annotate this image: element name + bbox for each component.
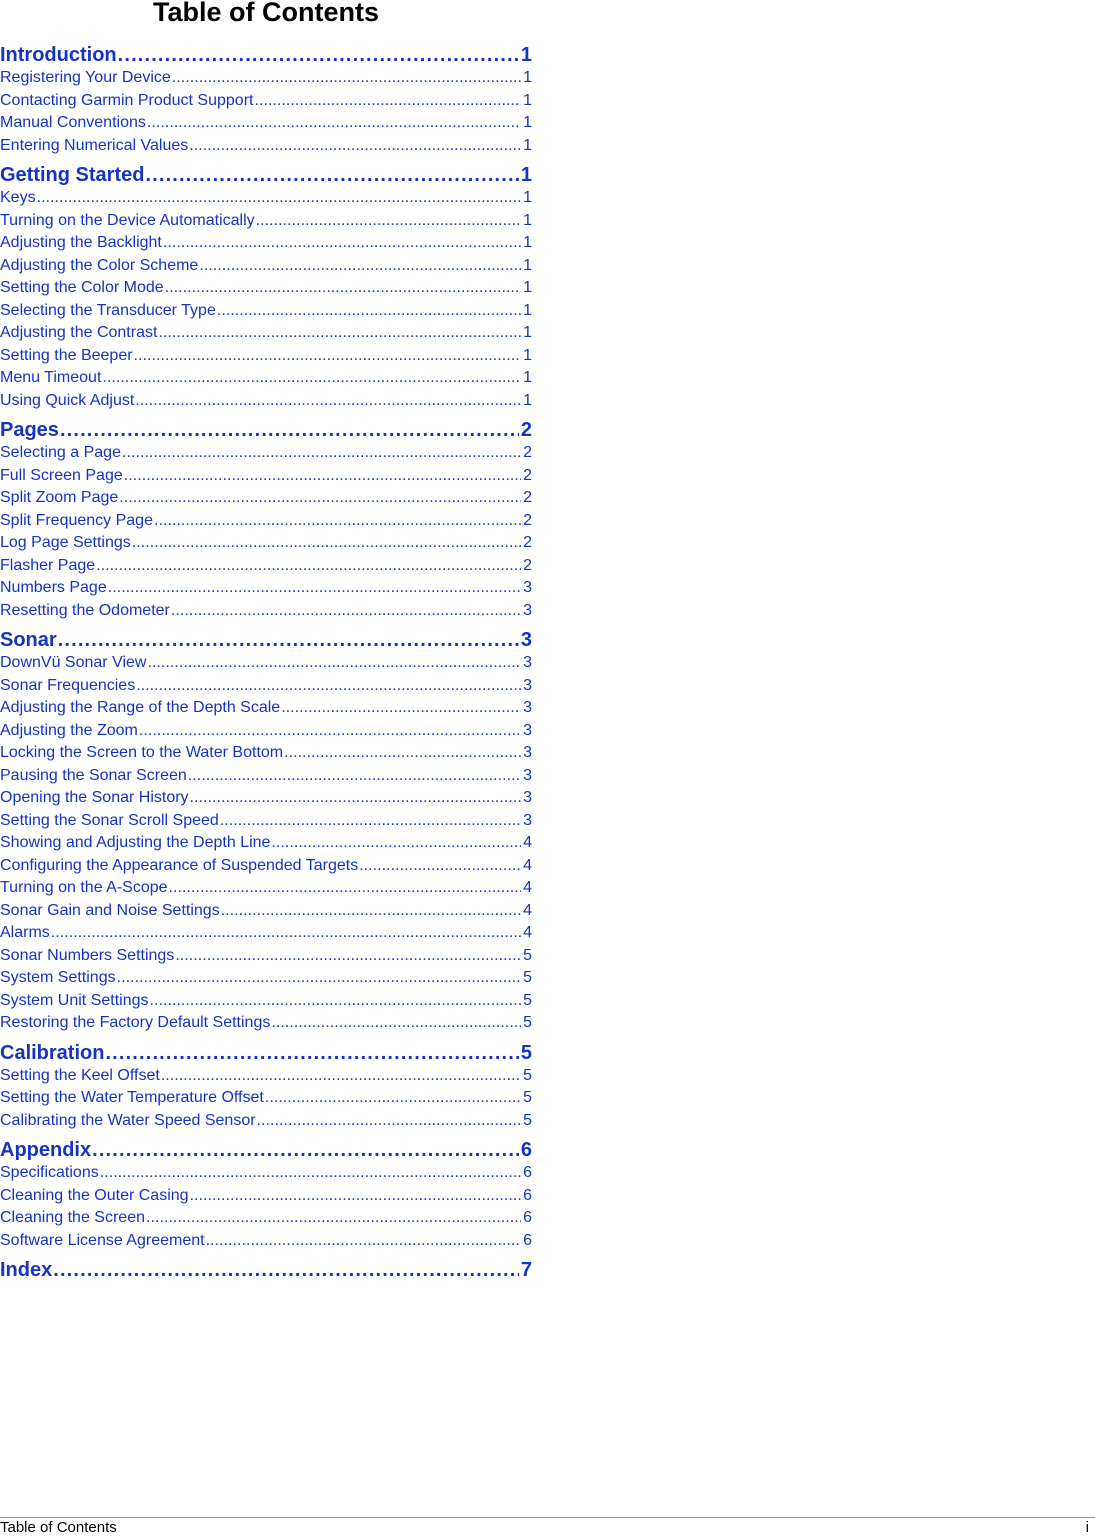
toc-entry-page-number: 1 (523, 324, 532, 341)
toc-entry-link[interactable] (0, 1110, 532, 1133)
toc-entry-link[interactable] (0, 787, 532, 810)
dot-leader (134, 345, 522, 368)
toc-entry-link[interactable] (0, 135, 532, 158)
dot-leader (158, 322, 521, 345)
toc-entry-page-number: 3 (523, 579, 532, 596)
toc-section-link[interactable] (0, 1041, 532, 1065)
toc-entry-label: Cleaning the Screen (0, 1209, 145, 1226)
dot-leader (189, 135, 521, 158)
toc-entry-link[interactable] (0, 510, 532, 533)
toc-entry-page-number: 1 (523, 301, 532, 319)
toc-entry-page-number: 3 (523, 744, 532, 761)
toc-entry-label: Showing and Adjusting the Depth Line (0, 834, 271, 851)
toc-entry-page-number: 5 (520, 1041, 532, 1064)
toc-section-link[interactable] (0, 1138, 532, 1162)
dot-leader (53, 1258, 519, 1282)
toc-entry-label: Adjusting the Backlight (0, 234, 162, 251)
toc-entry-page-number: 3 (520, 629, 532, 651)
toc-entry-link[interactable] (0, 720, 532, 743)
dot-leader (105, 1041, 518, 1065)
toc-entry-label: Adjusting the Zoom (0, 721, 138, 739)
toc-entry-label: Alarms (0, 924, 50, 941)
toc-entry-page-number: 6 (523, 1231, 532, 1249)
toc-entry-link[interactable] (0, 900, 532, 923)
toc-entry-label: Turning on the A-Scope (0, 879, 168, 896)
page-title: Table of Contents (153, 0, 379, 27)
toc-entry-page-number: 2 (523, 556, 532, 574)
table-of-contents (0, 43, 532, 1282)
dot-leader (284, 742, 521, 765)
toc-entry-link[interactable] (0, 255, 532, 278)
dot-leader (139, 720, 521, 743)
toc-entry-link[interactable] (0, 1185, 532, 1208)
dot-leader (37, 187, 522, 210)
toc-entry-page-number: 3 (523, 699, 532, 716)
toc-entry-page-number: 6 (520, 1139, 532, 1161)
toc-entry-label: Setting the Water Temperature Offset (0, 1089, 264, 1106)
toc-entry-label: Adjusting the Range of the Depth Scale (0, 699, 281, 716)
toc-entry-link[interactable] (0, 112, 532, 135)
toc-entry-label: Opening the Sonar History (0, 789, 189, 806)
toc-entry-label: Split Frequency Page (0, 511, 153, 529)
toc-entry-link[interactable] (0, 345, 532, 368)
toc-entry-label: Setting the Beeper (0, 346, 133, 364)
toc-entry-label: Setting the Sonar Scroll Speed (0, 811, 219, 829)
dot-leader (206, 1230, 522, 1253)
toc-entry-label: Locking the Screen to the Water Bottom (0, 744, 284, 761)
toc-entry-page-number: 1 (523, 189, 532, 206)
toc-entry-link[interactable] (0, 532, 532, 555)
toc-entry-page-number: 1 (523, 234, 532, 251)
dot-leader (108, 577, 521, 600)
dot-leader (265, 1087, 521, 1110)
toc-entry-label: Setting the Keel Offset (0, 1066, 160, 1084)
toc-entry-page-number: 3 (523, 766, 532, 784)
dot-leader (163, 232, 521, 255)
toc-entry-link[interactable] (0, 300, 532, 323)
toc-entry-page-number: 2 (523, 466, 532, 484)
toc-entry-label: Using Quick Adjust (0, 391, 135, 409)
toc-entry-page-number: 1 (523, 114, 532, 131)
toc-entry-label: Adjusting the Color Scheme (0, 256, 199, 274)
toc-entry-label: Log Page Settings (0, 534, 131, 551)
toc-entry-page-number: 1 (520, 164, 532, 186)
toc-entry-link[interactable] (0, 442, 532, 465)
dot-leader (220, 810, 521, 833)
toc-entry-label: Getting Started (0, 164, 145, 186)
dot-leader (146, 1207, 521, 1230)
dot-leader (117, 967, 521, 990)
toc-entry-label: Specifications (0, 1164, 99, 1181)
toc-entry-label: Adjusting the Contrast (0, 324, 158, 341)
toc-entry-label: Calibrating the Water Speed Sensor (0, 1111, 256, 1129)
toc-section-link[interactable] (0, 163, 532, 187)
toc-entry-label: Setting the Color Mode (0, 279, 164, 296)
toc-entry-label: System Settings (0, 969, 116, 986)
dot-leader (147, 112, 521, 135)
dot-leader (271, 1012, 521, 1035)
dot-leader (199, 255, 521, 278)
dot-leader (257, 1110, 522, 1133)
dot-leader (124, 465, 521, 488)
toc-entry-link[interactable] (0, 487, 532, 510)
toc-section-link[interactable] (0, 43, 532, 67)
toc-entry-label: Flasher Page (0, 556, 96, 574)
toc-entry-page-number: 5 (523, 969, 532, 986)
dot-leader (135, 390, 521, 413)
dot-leader (217, 300, 521, 323)
toc-entry-link[interactable] (0, 810, 532, 833)
toc-entry-label: Numbers Page (0, 579, 107, 596)
toc-entry-page-number: 5 (523, 1111, 532, 1129)
toc-entry-page-number: 1 (523, 91, 532, 109)
dot-leader (145, 163, 518, 187)
toc-entry-label: Registering Your Device (0, 69, 171, 86)
dot-leader (271, 832, 521, 855)
toc-section-link[interactable] (0, 628, 532, 652)
toc-entry-link[interactable] (0, 1012, 532, 1035)
toc-entry-link[interactable] (0, 742, 532, 765)
toc-entry-page-number: 1 (523, 136, 532, 154)
dot-leader (132, 532, 521, 555)
dot-leader (100, 1162, 521, 1185)
toc-entry-link[interactable] (0, 990, 532, 1013)
toc-entry-page-number: 3 (523, 676, 532, 694)
dot-leader (60, 418, 519, 442)
toc-section-link[interactable] (0, 418, 532, 442)
toc-entry-page-number: 2 (523, 489, 532, 506)
toc-entry-page-number: 5 (523, 991, 532, 1009)
dot-leader (165, 277, 521, 300)
toc-entry-page-number: 7 (520, 1259, 532, 1281)
dot-leader (254, 90, 521, 113)
toc-entry-label: Full Screen Page (0, 466, 123, 484)
toc-entry-page-number: 4 (523, 834, 532, 851)
dot-leader (359, 855, 521, 878)
toc-entry-page-number: 2 (520, 419, 532, 441)
dot-leader (188, 765, 521, 788)
toc-entry-label: Sonar Numbers Settings (0, 946, 175, 964)
toc-entry-label: Restoring the Factory Default Settings (0, 1014, 271, 1031)
toc-entry-label: Introduction (0, 44, 117, 66)
toc-entry-link[interactable] (0, 367, 532, 390)
dot-leader (221, 900, 521, 923)
toc-entry-link[interactable] (0, 390, 532, 413)
dot-leader (175, 945, 521, 968)
toc-entry-link[interactable] (0, 555, 532, 578)
toc-entry-page-number: 4 (523, 901, 532, 919)
toc-entry-link[interactable] (0, 465, 532, 488)
toc-entry-label: Sonar Frequencies (0, 676, 136, 694)
toc-entry-page-number: 6 (523, 1164, 532, 1181)
dot-leader (171, 600, 521, 623)
toc-entry-label: Software License Agreement (0, 1231, 205, 1249)
dot-leader (51, 922, 521, 945)
toc-entry-label: Pages (0, 419, 59, 441)
toc-entry-page-number: 5 (523, 1014, 532, 1031)
toc-entry-label: Menu Timeout (0, 369, 102, 386)
dot-leader (96, 555, 521, 578)
toc-entry-page-number: 1 (523, 256, 532, 274)
dot-leader (122, 442, 521, 465)
toc-entry-page-number: 3 (523, 811, 532, 829)
toc-entry-link[interactable] (0, 210, 532, 233)
toc-entry-page-number: 4 (523, 924, 532, 941)
toc-entry-label: Cleaning the Outer Casing (0, 1186, 189, 1204)
toc-entry-page-number: 1 (520, 44, 532, 66)
dot-leader (136, 675, 521, 698)
dot-leader (119, 487, 521, 510)
toc-entry-label: Resetting the Odometer (0, 601, 170, 619)
toc-entry-label: System Unit Settings (0, 991, 149, 1009)
toc-entry-label: Appendix (0, 1139, 92, 1161)
toc-entry-page-number: 2 (523, 534, 532, 551)
toc-entry-page-number: 5 (523, 1089, 532, 1106)
dot-leader (172, 67, 521, 90)
dot-leader (190, 1185, 522, 1208)
toc-entry-label: Pausing the Sonar Screen (0, 766, 187, 784)
toc-entry-label: Manual Conventions (0, 114, 146, 131)
toc-section-link[interactable] (0, 1258, 532, 1282)
toc-entry-label: Index (0, 1259, 53, 1281)
dot-leader (147, 652, 521, 675)
toc-entry-link[interactable] (0, 277, 532, 300)
toc-entry-link[interactable] (0, 922, 532, 945)
toc-entry-link[interactable] (0, 697, 532, 720)
toc-entry-link[interactable] (0, 1087, 532, 1110)
toc-entry-link[interactable] (0, 832, 532, 855)
dot-leader (58, 628, 519, 652)
dot-leader (150, 990, 522, 1013)
toc-entry-label: Split Zoom Page (0, 489, 119, 506)
toc-entry-page-number: 1 (523, 346, 532, 364)
toc-entry-link[interactable] (0, 1207, 532, 1230)
toc-entry-link[interactable] (0, 322, 532, 345)
dot-leader (102, 367, 521, 390)
toc-entry-link[interactable] (0, 877, 532, 900)
toc-entry-label: Entering Numerical Values (0, 136, 189, 154)
toc-entry-label: Calibration (0, 1041, 105, 1064)
footer-section-title: Table of Contents (0, 1519, 117, 1536)
toc-entry-link[interactable] (0, 67, 532, 90)
toc-entry-label: DownVü Sonar View (0, 654, 147, 671)
toc-entry-page-number: 3 (523, 601, 532, 619)
toc-entry-page-number: 6 (523, 1186, 532, 1204)
toc-entry-link[interactable] (0, 855, 532, 878)
toc-entry-page-number: 4 (523, 879, 532, 896)
dot-leader (281, 697, 521, 720)
toc-entry-page-number: 3 (523, 789, 532, 806)
toc-entry-link[interactable] (0, 652, 532, 675)
footer-page-number: i (1085, 1519, 1089, 1536)
toc-entry-link[interactable] (0, 1230, 532, 1253)
footer-divider (0, 1517, 1095, 1518)
dot-leader (190, 787, 522, 810)
toc-entry-label: Selecting a Page (0, 444, 121, 461)
toc-entry-link[interactable] (0, 577, 532, 600)
toc-entry-label: Keys (0, 189, 36, 206)
toc-entry-page-number: 3 (523, 721, 532, 739)
toc-entry-page-number: 1 (523, 391, 532, 409)
toc-entry-page-number: 1 (523, 279, 532, 296)
toc-entry-label: Contacting Garmin Product Support (0, 91, 254, 109)
toc-entry-link[interactable] (0, 945, 532, 968)
toc-entry-link[interactable] (0, 765, 532, 788)
toc-entry-page-number: 5 (523, 946, 532, 964)
dot-leader (161, 1065, 521, 1088)
toc-entry-page-number: 3 (523, 654, 532, 671)
toc-entry-label: Sonar Gain and Noise Settings (0, 901, 220, 919)
dot-leader (154, 510, 521, 533)
toc-entry-page-number: 1 (523, 69, 532, 86)
toc-entry-link[interactable] (0, 675, 532, 698)
dot-leader (169, 877, 522, 900)
toc-entry-link[interactable] (0, 600, 532, 623)
toc-entry-page-number: 6 (523, 1209, 532, 1226)
toc-entry-label: Selecting the Transducer Type (0, 301, 216, 319)
toc-entry-link[interactable] (0, 967, 532, 990)
toc-entry-page-number: 5 (523, 1066, 532, 1084)
toc-entry-link[interactable] (0, 187, 532, 210)
toc-entry-label: Configuring the Appearance of Suspended Targets (0, 856, 359, 874)
toc-entry-page-number: 1 (523, 369, 532, 386)
toc-entry-label: Turning on the Device Automatically (0, 211, 255, 229)
dot-leader (92, 1138, 519, 1162)
toc-entry-link[interactable] (0, 232, 532, 255)
toc-entry-link[interactable] (0, 1162, 532, 1185)
toc-entry-page-number: 2 (523, 511, 532, 529)
toc-entry-page-number: 4 (523, 856, 532, 874)
toc-entry-link[interactable] (0, 90, 532, 113)
toc-entry-page-number: 2 (523, 444, 532, 461)
toc-entry-label: Sonar (0, 629, 57, 651)
toc-entry-link[interactable] (0, 1065, 532, 1088)
dot-leader (118, 43, 519, 67)
dot-leader (256, 210, 521, 233)
toc-entry-page-number: 1 (523, 211, 532, 229)
